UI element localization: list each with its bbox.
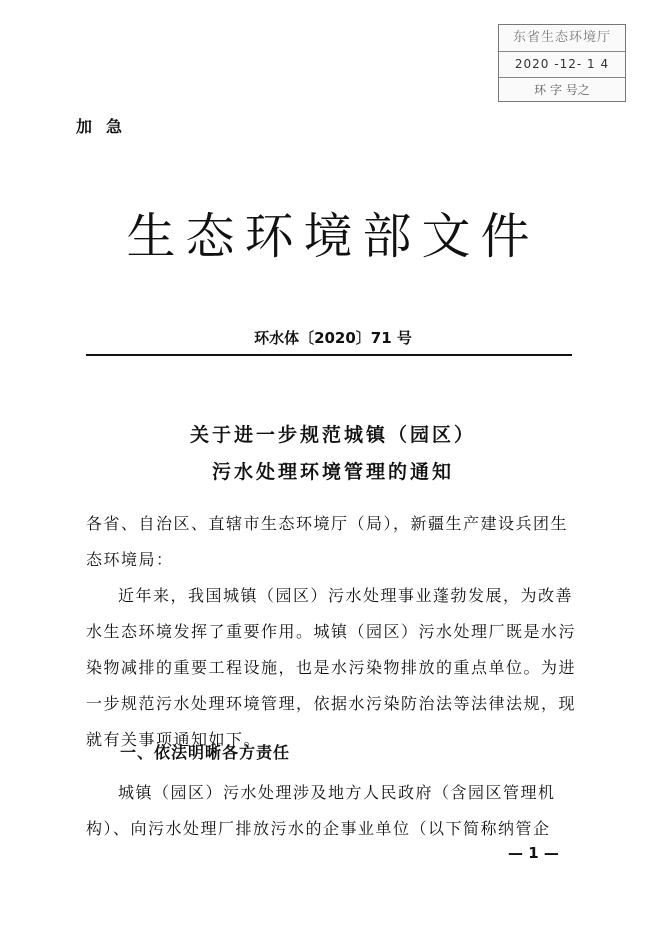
section-heading: 一、依法明晰各方责任: [120, 743, 291, 762]
intro-paragraph: 近年来，我国城镇（园区）污水处理事业蓬勃发展，为改善水生态环境发挥了重要作用。城镇（园区）污水处理厂既是水污染物减排的重要工程设施，也是水污染物排放的重点单位。为进一步规范污水处理环境管理，依据水污染防治法等法律法规，现就有关事项通知如下。: [86, 586, 577, 749]
urgency-label: 加急: [76, 117, 137, 136]
subtitle-line-2: 污水处理环境管理的通知: [211, 461, 454, 483]
received-stamp: [498, 24, 626, 102]
page-number: — 1 —: [508, 844, 559, 862]
document-number: 环水体〔2020〕71 号: [254, 329, 412, 347]
addressee-paragraph: 各省、自治区、直辖市生态环境厅（局），新疆生产建设兵团生态环境局：: [86, 514, 569, 569]
stamp-ref: 环 字 号之: [534, 83, 590, 97]
subtitle-line-1: 关于进一步规范城镇（园区）: [189, 424, 476, 446]
header-divider: [86, 354, 572, 356]
issuer-title: 生态环境部文件: [126, 208, 540, 265]
stamp-office: 东省生态环境厅: [499, 25, 625, 52]
stamp-date: 2020 -12- 1 4: [499, 51, 625, 78]
section-paragraph: 城镇（园区）污水处理涉及地方人民政府（含园区管理机构）、向污水处理厂排放污水的企事业单位（以下简称纳管企: [86, 783, 556, 838]
